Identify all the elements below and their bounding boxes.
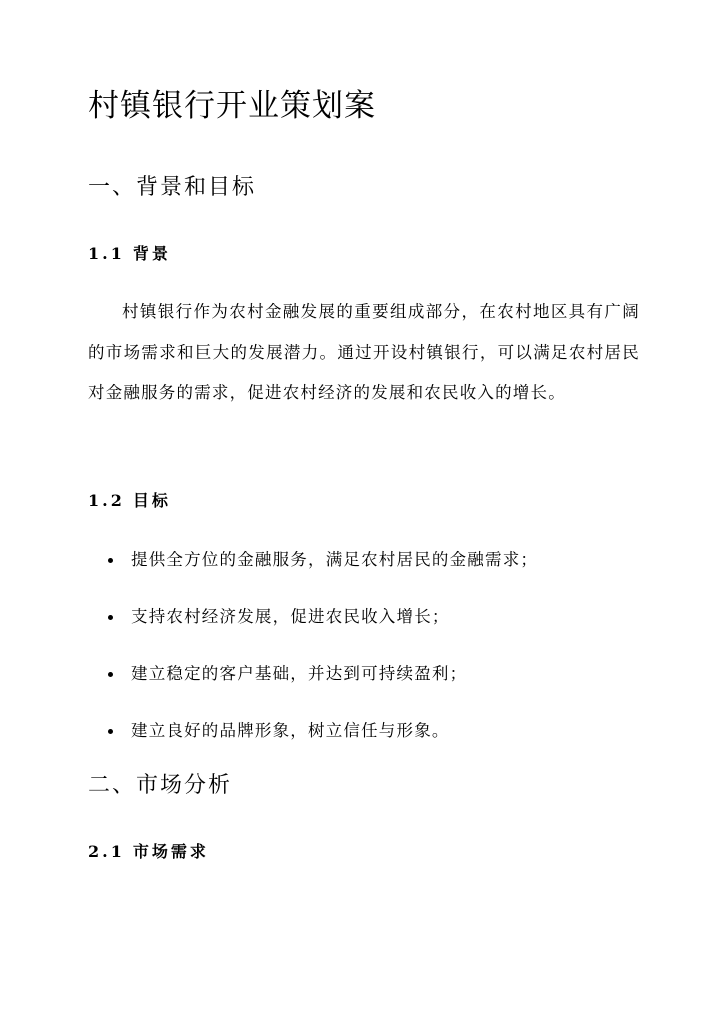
list-item-text: 提供全方位的金融服务，满足农村居民的金融需求； — [131, 550, 539, 569]
list-item — [108, 711, 538, 768]
subsection-title: 市场需求 — [132, 842, 209, 861]
list-item-text: 支持农村经济发展，促进农民收入增长； — [131, 607, 450, 626]
subsection-number: 1.2 — [88, 491, 125, 510]
subsection-number: 1.1 — [88, 244, 125, 263]
document-title: 村镇银行开业策划案 — [88, 88, 376, 124]
subsection-1-1-heading — [88, 242, 171, 266]
list-item-text: 建立良好的品牌形象，树立信任与形象。 — [131, 721, 450, 740]
list-item — [108, 540, 538, 597]
subsection-1-2-heading — [88, 489, 171, 513]
section-2-heading: 二、市场分析 — [88, 773, 233, 798]
background-paragraph: 村镇银行作为农村金融发展的重要组成部分，在农村地区具有广阔的市场需求和巨大的发展潜力。通过开设村镇银行，可以满足农村居民对金融服务的需求，促进农村经济的发展和农民收入的增长。 — [88, 302, 640, 402]
subsection-title: 背景 — [132, 244, 171, 263]
list-item — [108, 654, 538, 711]
list-item — [108, 597, 538, 654]
bullet-icon — [108, 729, 113, 734]
bullet-icon — [108, 615, 113, 620]
bullet-icon — [108, 558, 113, 563]
list-item-text: 建立稳定的客户基础，并达到可持续盈利； — [131, 664, 468, 683]
subsection-title: 目标 — [132, 491, 171, 510]
section-1-heading: 一、背景和目标 — [88, 175, 257, 200]
goals-list — [108, 540, 538, 768]
subsection-number: 2.1 — [88, 842, 125, 861]
bullet-icon — [108, 672, 113, 677]
subsection-2-1-heading — [88, 840, 209, 864]
